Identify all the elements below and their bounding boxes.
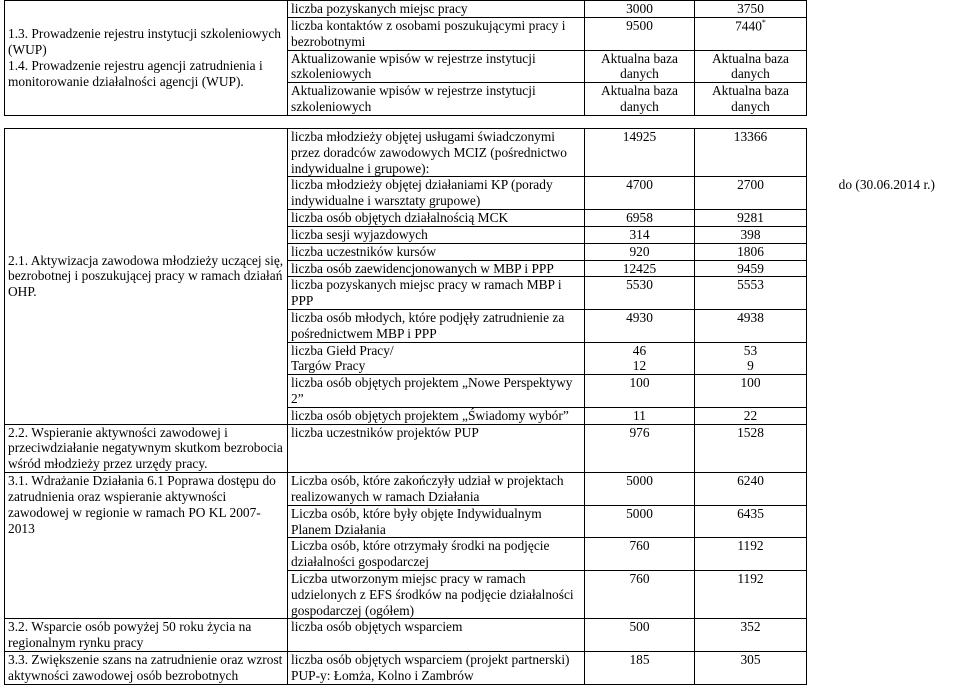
value-text: 100 <box>740 375 761 391</box>
value-text: 5530 <box>626 277 653 293</box>
note-cell <box>807 309 939 342</box>
value-planned <box>585 226 695 243</box>
value-actual <box>695 1 807 18</box>
value-text: Aktualna baza danych <box>601 50 678 82</box>
indicator-text: Liczba osób, które były objęte Indywidualnym Planem Działania <box>291 505 542 537</box>
section-label <box>5 473 288 619</box>
value-actual <box>695 407 807 424</box>
section-label <box>5 129 288 425</box>
indicator-text: liczba pozyskanych miejsc pracy <box>291 1 468 16</box>
table-row <box>5 424 939 472</box>
value-text: 9459 <box>737 260 764 276</box>
value-planned <box>585 18 695 51</box>
note-cell <box>807 18 939 51</box>
value-planned <box>585 619 695 652</box>
note-text: do (30.06.2014 r.) <box>838 176 935 192</box>
indicator-cell <box>288 424 585 472</box>
section-label-text: 3.3. Zwiększenie szans na zatrudnienie oraz wzrost aktywności zawodowej osób bezrobotnych <box>8 652 283 683</box>
indicator-cell <box>288 129 585 177</box>
value-text: 352 <box>740 619 761 635</box>
indicator-cell <box>288 260 585 277</box>
indicator-cell <box>288 342 585 375</box>
value-planned <box>585 505 695 538</box>
indicator-text: liczba osób objętych działalnością MCK <box>291 210 509 226</box>
value-planned <box>585 570 695 618</box>
indicator-text: liczba osób zaewidencjonowanych w MBP i PPP <box>291 260 554 276</box>
value-actual <box>695 18 807 51</box>
value-text: 6958 <box>626 210 653 226</box>
value-actual <box>695 210 807 227</box>
indicator-text: liczba Giełd Pracy/ Targów Pracy <box>291 342 394 374</box>
section-label <box>5 652 288 685</box>
indicator-text: Aktualizowanie wpisów w rejestrze instytucji szkoleniowych <box>291 50 536 82</box>
top-table <box>4 0 938 116</box>
indicator-cell <box>288 243 585 260</box>
indicator-text: liczba osób objętych projektem „Nowe Perspektywy 2” <box>291 375 573 406</box>
value-actual <box>695 83 807 116</box>
value-actual <box>695 342 807 375</box>
table-row <box>5 1 939 18</box>
main-table <box>4 128 938 685</box>
section-label <box>5 424 288 472</box>
section-label-text: 3.2. Wsparcie osób powyżej 50 roku życia na regionalnym rynku pracy <box>8 619 252 651</box>
note-cell <box>807 407 939 424</box>
section-label <box>5 619 288 652</box>
value-text: 185 <box>629 652 650 667</box>
indicator-text: liczba młodzieży objętej działaniami KP (porady indywidualne i warsztaty grupowe) <box>291 177 553 209</box>
value-planned <box>585 652 695 685</box>
indicator-text: Liczba osób, które otrzymały środki na podjęcie działalności gospodarczej <box>291 538 550 570</box>
value-actual <box>695 619 807 652</box>
value-text: 1192 <box>737 538 764 554</box>
value-text: 2700 <box>737 177 764 193</box>
value-actual <box>695 309 807 342</box>
note-cell <box>807 177 939 210</box>
value-text: 100 <box>629 375 650 391</box>
value-planned <box>585 538 695 571</box>
indicator-cell <box>288 619 585 652</box>
note-cell <box>807 129 939 177</box>
value-planned <box>585 375 695 408</box>
indicator-cell <box>288 309 585 342</box>
value-text: 4930 <box>626 309 653 325</box>
indicator-cell <box>288 407 585 424</box>
value-planned <box>585 243 695 260</box>
value-planned <box>585 473 695 506</box>
table-row <box>5 619 939 652</box>
indicator-cell <box>288 210 585 227</box>
section-label-text: 1.3. Prowadzenie rejestru instytucji szkoleniowych (WUP) 1.4. Prowadzenie rejestru agencji zatrudnienia i monitorowanie działalności agencji (WUP). <box>8 26 281 89</box>
value-actual <box>695 277 807 310</box>
indicator-text: liczba osób objętych wsparciem <box>291 619 463 635</box>
indicator-cell <box>288 83 585 116</box>
value-actual <box>695 375 807 408</box>
value-actual <box>695 570 807 618</box>
value-text: 398 <box>740 226 761 242</box>
note-cell <box>807 1 939 18</box>
value-planned <box>585 50 695 83</box>
value-planned <box>585 424 695 472</box>
indicator-cell <box>288 277 585 310</box>
note-cell <box>807 243 939 260</box>
value-text: 6435 <box>737 505 764 521</box>
value-text: 5553 <box>737 277 764 293</box>
value-actual <box>695 243 807 260</box>
value-text: 14925 <box>622 129 657 144</box>
note-cell <box>807 342 939 375</box>
value-text: 5000 <box>626 473 653 489</box>
indicator-cell <box>288 505 585 538</box>
note-cell <box>807 210 939 227</box>
value-text: 920 <box>629 243 650 259</box>
value-text: 9500 <box>626 18 653 33</box>
value-text: Aktualna baza danych <box>601 83 678 115</box>
indicator-text: liczba osób objętych wsparciem (projekt partnerski) PUP-y: Łomża, Kolno i Zambrów <box>291 652 570 683</box>
indicator-cell <box>288 50 585 83</box>
value-actual <box>695 260 807 277</box>
section-label-text: 2.1. Aktywizacja zawodowa młodzieży uczącej się, bezrobotnej i poszukującej pracy w ramach działań OHP. <box>8 252 284 300</box>
indicator-cell <box>288 652 585 685</box>
value-text: 760 <box>629 538 650 554</box>
value-text: 12425 <box>622 260 657 276</box>
value-planned <box>585 129 695 177</box>
indicator-text: liczba osób młodych, które podjęły zatrudnienie za pośrednictwem MBP i PPP <box>291 309 565 341</box>
indicator-cell <box>288 177 585 210</box>
value-actual <box>695 129 807 177</box>
note-cell <box>807 505 939 538</box>
value-planned <box>585 177 695 210</box>
note-cell <box>807 83 939 116</box>
indicator-cell <box>288 570 585 618</box>
indicator-text: liczba pozyskanych miejsc pracy w ramach MBP i PPP <box>291 277 562 309</box>
value-text: 3750 <box>737 1 764 16</box>
value-planned <box>585 83 695 116</box>
indicator-text: liczba młodzieży objętej usługami świadczonymi przez doradców zawodowych MCIZ (pośrednictwo indywidualne i grupowe): <box>291 129 567 176</box>
indicator-text: liczba kontaktów z osobami poszukującymi pracy i bezrobotnymi <box>291 18 566 49</box>
value-planned <box>585 260 695 277</box>
value-planned <box>585 210 695 227</box>
note-cell <box>807 424 939 472</box>
value-planned <box>585 407 695 424</box>
value-text: 5000 <box>626 505 653 521</box>
value-actual <box>695 652 807 685</box>
note-cell <box>807 570 939 618</box>
note-cell <box>807 538 939 571</box>
value-text: 305 <box>740 652 761 667</box>
value-text: 6240 <box>737 473 764 489</box>
value-text: 1528 <box>737 424 764 440</box>
value-actual <box>695 505 807 538</box>
indicator-cell <box>288 226 585 243</box>
value-text: 1806 <box>737 243 764 259</box>
value-text: 314 <box>629 226 650 242</box>
value-actual <box>695 424 807 472</box>
value-text: Aktualna baza danych <box>712 50 789 82</box>
value-planned <box>585 342 695 375</box>
note-cell <box>807 277 939 310</box>
value-actual <box>695 177 807 210</box>
value-text: Aktualna baza danych <box>712 83 789 115</box>
note-cell <box>807 50 939 83</box>
value-planned <box>585 277 695 310</box>
value-text: 500 <box>629 619 650 635</box>
value-text: 22 <box>743 407 758 423</box>
value-text: 976 <box>629 424 650 440</box>
indicator-text: liczba uczestników projektów PUP <box>291 424 479 440</box>
value-planned <box>585 309 695 342</box>
value-actual <box>695 50 807 83</box>
value-text: 4700 <box>626 177 653 193</box>
value-actual <box>695 538 807 571</box>
value-planned <box>585 1 695 18</box>
note-cell <box>807 652 939 685</box>
note-cell <box>807 260 939 277</box>
indicator-cell <box>288 473 585 506</box>
value-text: 53 9 <box>743 342 758 374</box>
indicator-cell <box>288 18 585 51</box>
table-row <box>5 652 939 685</box>
section-label-text: 2.2. Wspieranie aktywności zawodowej i przeciwdziałanie negatywnym skutkom bezrobocia wśród młodzieży przez urzędy pracy. <box>8 424 283 472</box>
footnote-marker: * <box>761 18 766 27</box>
note-cell <box>807 375 939 408</box>
indicator-text: Liczba osób, które zakończyły udział w projektach realizowanych w ramach Działania <box>291 473 564 504</box>
value-text: 9281 <box>737 210 764 226</box>
indicator-text: Liczba utworzonym miejsc pracy w ramach udzielonych z EFS środków na podjęcie działalności gospodarczej (ogółem) <box>291 570 574 618</box>
value-text: 1192 <box>737 570 764 586</box>
value-text: 46 12 <box>632 342 647 374</box>
value-text: 7440 <box>735 18 762 34</box>
value-text: 3000 <box>626 1 653 16</box>
note-cell <box>807 473 939 506</box>
table-row <box>5 473 939 506</box>
table-row <box>5 129 939 177</box>
value-text: 760 <box>629 570 650 586</box>
note-cell <box>807 226 939 243</box>
value-actual <box>695 226 807 243</box>
indicator-cell <box>288 1 585 18</box>
indicator-text: liczba osób objętych projektem „Świadomy wybór” <box>291 407 569 423</box>
value-actual <box>695 473 807 506</box>
note-cell <box>807 619 939 652</box>
indicator-text: Aktualizowanie wpisów w rejestrze instytucji szkoleniowych <box>291 83 536 115</box>
indicator-cell <box>288 375 585 408</box>
value-text: 13366 <box>733 129 768 144</box>
indicator-text: liczba uczestników kursów <box>291 243 437 259</box>
section-label-text: 3.1. Wdrażanie Działania 6.1 Poprawa dostępu do zatrudnienia oraz wspieranie aktywności zawodowej w regionie w ramach PO KL 2007-2013 <box>8 473 276 536</box>
section-label <box>5 1 288 116</box>
value-text: 4938 <box>737 309 764 325</box>
value-text: 11 <box>633 407 646 423</box>
indicator-cell <box>288 538 585 571</box>
indicator-text: liczba sesji wyjazdowych <box>291 226 428 242</box>
